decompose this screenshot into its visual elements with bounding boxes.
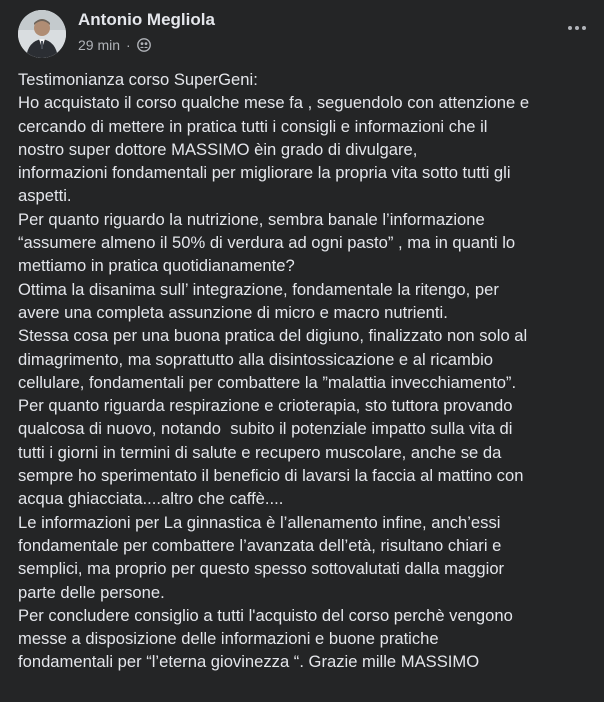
post-body [18, 68, 600, 674]
post-text-line: tutti i giorni in termini di salute e recupero muscolare, anche se da [18, 442, 502, 462]
post-text-line: qualcosa di nuovo, notando subito il potenziale impatto sulla vita di [18, 419, 513, 439]
post-text-line: avere una completa assunzione di micro e macro nutrienti. [18, 302, 448, 322]
friends-icon[interactable] [137, 38, 151, 52]
avatar-photo [18, 10, 66, 58]
post-text-line: sempre ho sperimentato il beneficio di lavarsi la faccia al mattino con [18, 466, 524, 486]
post-timestamp[interactable]: 29 min [78, 37, 121, 53]
post-text-line: fondamentali per “l’eterna giovinezza “. Grazie mille MASSIMO [18, 652, 480, 672]
post-text-line: aspetti. [18, 186, 72, 206]
post-meta [78, 37, 151, 53]
post-text-line: nostro super dottore MASSIMO èin grado di divulgare, [18, 139, 418, 159]
post-text-line: Ottima la disanima sull’ integrazione, fondamentale la ritengo, per [18, 279, 499, 299]
post-text-line: fondamentale per combattere l’avanzata dell’età, risultano chiari e [18, 535, 502, 555]
post-text-line: semplici, ma proprio per questo spesso sottovalutati dalla maggior [18, 559, 505, 579]
more-dot [568, 26, 572, 30]
post-text-line: “assumere almeno il 50% di verdura ad ogni pasto” , ma in quanti lo [18, 233, 516, 253]
post-text-line: dimagrimento, ma soprattutto alla disintossicazione e al ricambio [18, 349, 493, 369]
meta-separator: · [126, 37, 131, 53]
more-options-icon[interactable] [560, 16, 594, 40]
post-text-line: messe a disposizione delle informazioni e buone pratiche [18, 629, 439, 649]
more-dot [582, 26, 586, 30]
post-text-line: informazioni fondamentali per migliorare la propria vita sotto tutti gli [18, 163, 511, 183]
post-text-line: Per quanto riguarda respirazione e crioterapia, sto tuttora provando [18, 396, 513, 416]
post-text-line: Testimonianza corso SuperGeni: [18, 70, 258, 89]
post-text-line: parte delle persone. [18, 582, 165, 602]
more-dot [575, 26, 579, 30]
post-text-line: cellulare, fondamentali per combattere la ”malattia invecchiamento”. [18, 372, 517, 392]
post-text-line: Per quanto riguardo la nutrizione, sembra banale l’informazione [18, 209, 485, 229]
post-text-line: acqua ghiacciata....altro che caffè.... [18, 489, 284, 509]
author-avatar[interactable] [18, 10, 66, 58]
post-text-line: Le informazioni per La ginnastica è l’allenamento infine, anch’essi [18, 512, 501, 532]
post-text-line: Stessa cosa per una buona pratica del digiuno, finalizzato non solo al [18, 326, 528, 346]
post-text-line: mettiamo in pratica quotidianamente? [18, 256, 295, 276]
author-name[interactable]: Antonio Megliola [78, 10, 215, 29]
post-text-line: cercando di mettere in pratica tutti i consigli e informazioni che il [18, 116, 488, 136]
post-text-line: Per concludere consiglio a tutti l'acquisto del corso perchè vengono [18, 605, 513, 625]
post-text-line: Ho acquistato il corso qualche mese fa , seguendolo con attenzione e [18, 93, 530, 113]
